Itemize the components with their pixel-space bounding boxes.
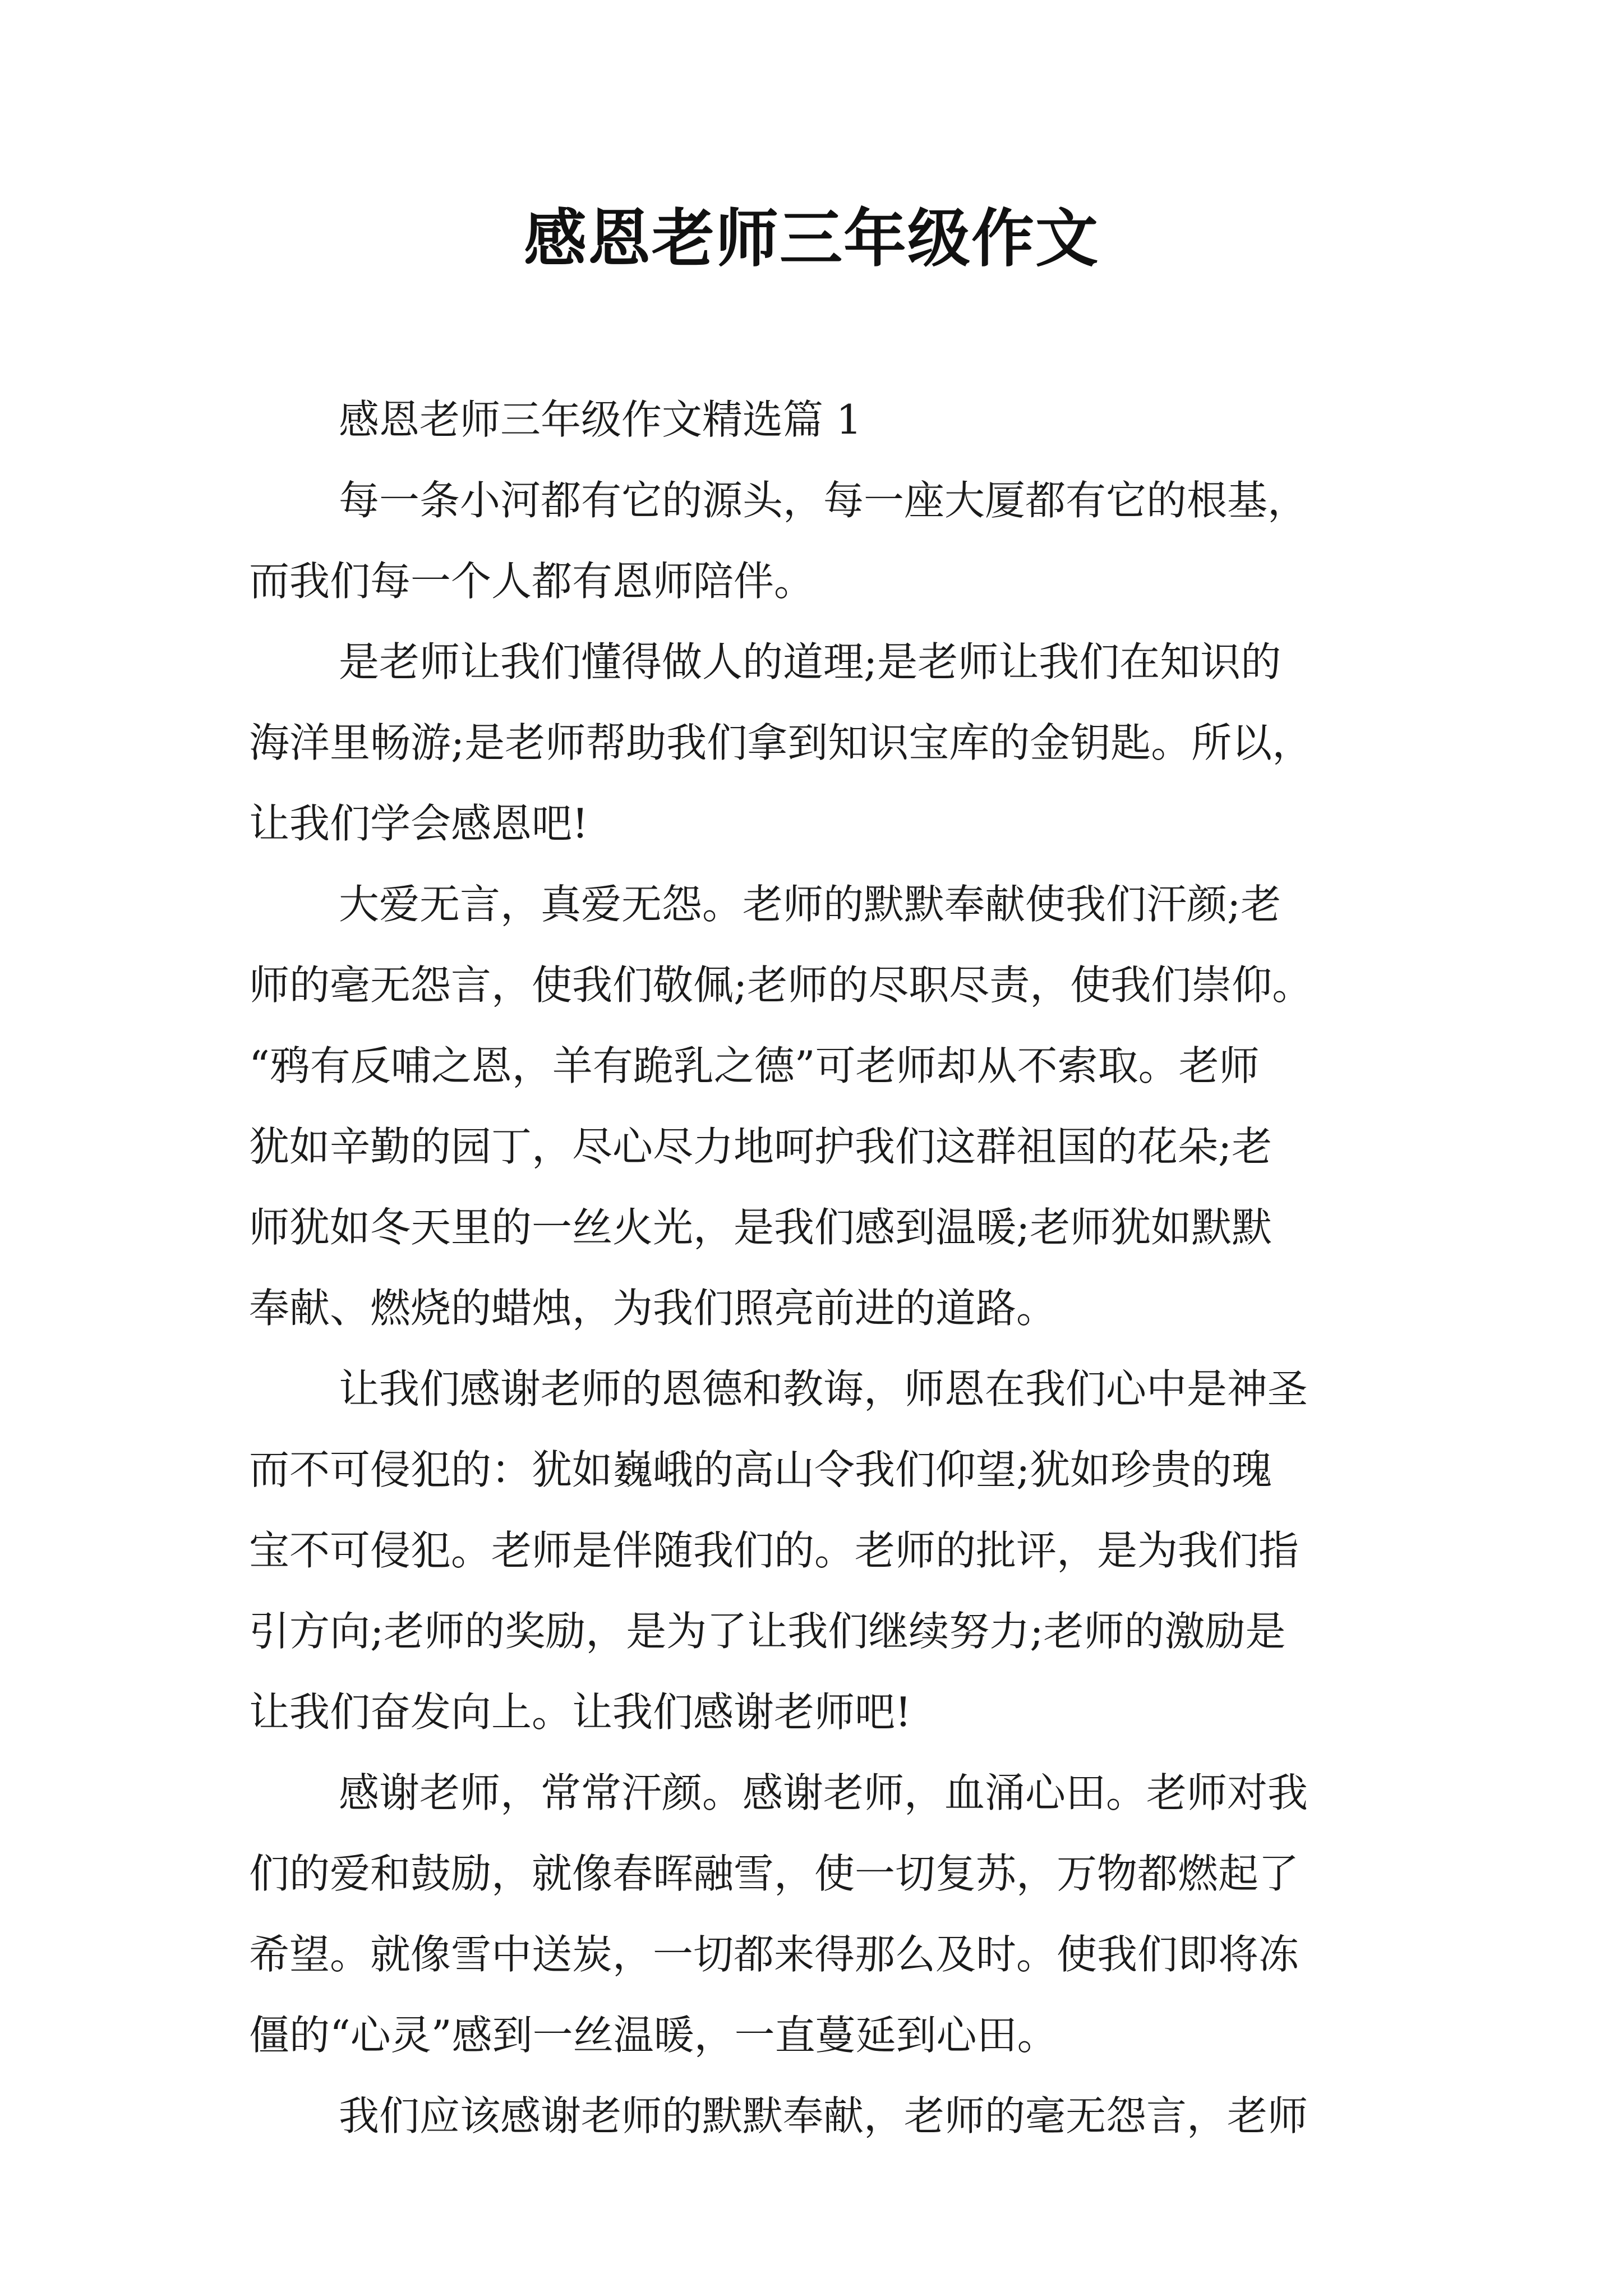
body-line: 希望。就像雪中送炭，一切都来得那么及时。使我们即将冻 [249,1931,1299,1978]
document-body [249,379,1432,2156]
body-line: 而不可侵犯的：犹如巍峨的高山令我们仰望;犹如珍贵的瑰 [249,1446,1272,1493]
body-line: 大爱无言，真爱无怨。老师的默默奉献使我们汗颜;老 [339,881,1281,928]
body-line: 奉献、燃烧的蜡烛，为我们照亮前进的道路。 [249,1285,1057,1332]
body-line: 让我们奋发向上。让我们感谢老师吧! [249,1688,911,1736]
body-line: 僵的“心灵”感到一丝温暖，一直蔓延到心田。 [249,2012,1058,2059]
body-line: 们的爱和鼓励，就像春晖融雪，使一切复苏，万物都燃起了 [249,1850,1299,1897]
body-line: 每一条小河都有它的源头，每一座大厦都有它的根基， [339,477,1308,524]
body-line: 海洋里畅游;是老师帮助我们拿到知识宝库的金钥匙。所以， [249,719,1313,766]
body-line: 而我们每一个人都有恩师陪伴。 [249,558,815,605]
body-line: 是老师让我们懂得做人的道理;是老师让我们在知识的 [339,638,1281,685]
body-line: 师的毫无怨言，使我们敬佩;老师的尽职尽责，使我们崇仰。 [249,961,1313,1009]
body-line: 犹如辛勤的园丁，尽心尽力地呵护我们这群祖国的花朵;老 [249,1123,1272,1170]
body-line: 引方向;老师的奖励，是为了让我们继续努力;老师的激励是 [249,1608,1286,1655]
body-line: 感恩老师三年级作文精选篇 1 [339,396,862,443]
body-line: 宝不可侵犯。老师是伴随我们的。老师的批评，是为我们指 [249,1527,1299,1574]
body-line: 师犹如冬天里的一丝火光，是我们感到温暖;老师犹如默默 [249,1204,1272,1251]
body-line: 感谢老师，常常汗颜。感谢老师，血涌心田。老师对我 [339,1769,1308,1816]
document-title: 感恩老师三年级作文 [524,202,1099,275]
body-line: “鸦有反哺之恩，羊有跪乳之德”可老师却从不索取。老师 [249,1042,1260,1089]
body-line: 我们应该感谢老师的默默奉献，老师的毫无怨言，老师 [339,2092,1308,2139]
body-line: 让我们感谢老师的恩德和教诲，师恩在我们心中是神圣 [339,1365,1308,1412]
body-line: 让我们学会感恩吧! [249,800,588,847]
